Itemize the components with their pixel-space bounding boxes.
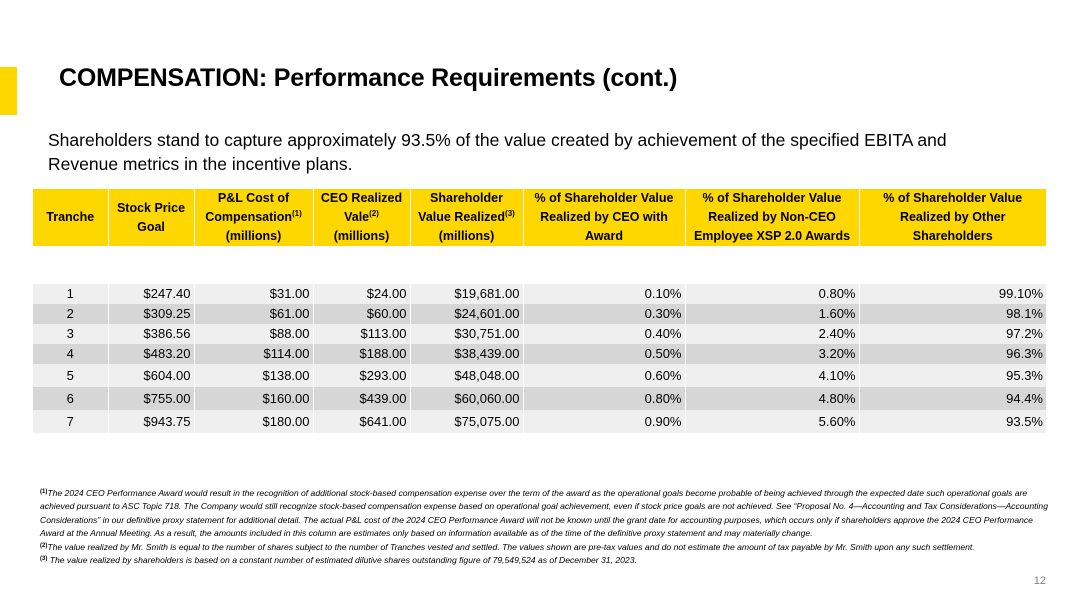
table-cell: $24,601.00 <box>410 304 523 324</box>
footnote-marker: (2) <box>40 542 48 549</box>
column-header-unit: (millions) <box>225 229 282 243</box>
title-accent-bar <box>0 67 17 115</box>
table-cell: $604.00 <box>108 364 194 387</box>
table-cell: 97.2% <box>859 324 1046 344</box>
table-spacer-row <box>33 246 1046 284</box>
table-cell: $439.00 <box>313 387 410 410</box>
column-header-label: % of Shareholder Value Realized by Non-CEO Employee XSP 2.0 Awards <box>693 191 851 243</box>
column-header-label: % of Shareholder Value Realized by CEO with Award <box>534 191 674 243</box>
table-cell: $641.00 <box>313 410 410 433</box>
table-cell: $60.00 <box>313 304 410 324</box>
table-cell: $48,048.00 <box>410 364 523 387</box>
table-cell: 5.60% <box>685 410 859 433</box>
table-cell: $160.00 <box>194 387 313 410</box>
footnote-marker: (1) <box>40 489 48 495</box>
table-cell: 98.1% <box>859 304 1046 324</box>
table-row <box>33 387 1046 410</box>
table-cell: $75,075.00 <box>410 410 523 433</box>
slide-subtitle: Shareholders stand to capture approximately 93.5% of the value created by achievement of the specified EBITA and Revenue metrics in the incentive plans. <box>48 130 947 174</box>
column-header <box>33 189 108 246</box>
table-row <box>33 344 1046 364</box>
table-cell: $247.40 <box>108 284 194 304</box>
column-header-label: Stock Price Goal <box>116 200 186 234</box>
table-cell: 5 <box>33 364 108 387</box>
table-cell: $293.00 <box>313 364 410 387</box>
page-number: 12 <box>1033 575 1046 587</box>
table-cell: 96.3% <box>859 344 1046 364</box>
footnote-ref: (3) <box>505 208 515 218</box>
footnotes <box>40 487 1050 567</box>
table-cell: 4.80% <box>685 387 859 410</box>
table-cell: 95.3% <box>859 364 1046 387</box>
column-header-label: % of Shareholder Value Realized by Other Shareholders <box>883 191 1023 243</box>
footnote-text: The value realized by Mr. Smith is equal to the number of shares subject to the number of Tranches vested and settled. The values shown are pre-tax values and do not estimate the amount of tax payable by Mr. Smith upon any such settlement. <box>47 541 975 552</box>
footnote-text: The value realized by shareholders is based on a constant number of estimated dilutive shares outstanding figure of 79,549,524 as of December 31, 2023. <box>47 555 637 566</box>
table-cell: $38,439.00 <box>410 344 523 364</box>
table-cell: $60,060.00 <box>410 387 523 410</box>
column-header <box>194 189 313 246</box>
table-cell: $61.00 <box>194 304 313 324</box>
column-header <box>313 189 410 246</box>
table-cell: $19,681.00 <box>410 284 523 304</box>
column-header <box>523 189 685 246</box>
table-cell: 1.60% <box>685 304 859 324</box>
footnote-text: The 2024 CEO Performance Award would result in the recognition of additional stock-based compensation expense over the term of the award as the operational goals become probable of being achieved through the expected date such operational goals are achieved pursuant to ASC Topic 718. The Company would still recognize stock-based compensation expense based on operational goal achievement, even if stock price goals are not achieved. See “Proposal No. 4—Accounting and Tax Considerations—Accounting Considerations” in our definitive proxy statement for additional detail. The actual P&L cost of the 2024 CEO Performance Award will not be known until the grant date for accounting purposes, which occurs only if shareholders approve the 2024 CEO Performance Award at the Annual Meeting. As a result, the amounts included in this column are estimates only based on information available as of the time of the definitive proxy statement and may materially change. <box>40 488 1048 539</box>
table-cell: $114.00 <box>194 344 313 364</box>
table-cell: 0.60% <box>523 364 685 387</box>
table-cell: 4 <box>33 344 108 364</box>
column-header-unit: (millions) <box>333 229 390 243</box>
table-cell: $138.00 <box>194 364 313 387</box>
table-cell: $30,751.00 <box>410 324 523 344</box>
table-cell: 93.5% <box>859 410 1046 433</box>
column-header <box>108 189 194 246</box>
table-cell: 0.50% <box>523 344 685 364</box>
compensation-table <box>33 189 1046 433</box>
table-cell: $483.20 <box>108 344 194 364</box>
table-cell: $31.00 <box>194 284 313 304</box>
table-row <box>33 304 1046 324</box>
table-cell: 0.80% <box>523 387 685 410</box>
table-cell: 0.90% <box>523 410 685 433</box>
table-cell: 0.80% <box>685 284 859 304</box>
footnote <box>40 487 1050 541</box>
table-cell: 4.10% <box>685 364 859 387</box>
table-row <box>33 284 1046 304</box>
column-header <box>410 189 523 246</box>
column-header-label: CEO Realized Vale <box>320 191 403 224</box>
table-cell: 0.30% <box>523 304 685 324</box>
table-row <box>33 410 1046 433</box>
column-header-unit: (millions) <box>438 229 495 243</box>
table-header-row <box>33 189 1046 246</box>
column-header <box>685 189 859 246</box>
table-row <box>33 364 1046 387</box>
table-cell: $113.00 <box>313 324 410 344</box>
column-header-label: Shareholder Value Realized <box>418 191 506 224</box>
table-cell: 0.10% <box>523 284 685 304</box>
table-cell: 94.4% <box>859 387 1046 410</box>
slide-title: COMPENSATION: Performance Requirements (cont.) <box>59 64 678 92</box>
column-header-label: P&L Cost of Compensation <box>205 191 293 224</box>
table-cell: $943.75 <box>108 410 194 433</box>
table-cell: $188.00 <box>313 344 410 364</box>
table-cell: 99.10% <box>859 284 1046 304</box>
column-header-label: Tranche <box>46 210 95 224</box>
footnote <box>40 541 1050 554</box>
table-cell: $180.00 <box>194 410 313 433</box>
table-cell: 2.40% <box>685 324 859 344</box>
table-body <box>33 246 1046 433</box>
footnote <box>40 554 1050 567</box>
table-row <box>33 324 1046 344</box>
table-cell: 2 <box>33 304 108 324</box>
table-cell: $309.25 <box>108 304 194 324</box>
table-cell: $386.56 <box>108 324 194 344</box>
column-header <box>859 189 1046 246</box>
footnote-ref: (2) <box>369 208 379 218</box>
table-cell: 3.20% <box>685 344 859 364</box>
footnote-ref: (1) <box>292 208 302 218</box>
footnote-marker: (3) <box>40 556 48 563</box>
table-cell: 0.40% <box>523 324 685 344</box>
table-cell: 1 <box>33 284 108 304</box>
table-cell: 7 <box>33 410 108 433</box>
table-cell: $755.00 <box>108 387 194 410</box>
table-cell: $88.00 <box>194 324 313 344</box>
table-cell: 6 <box>33 387 108 410</box>
table-cell: $24.00 <box>313 284 410 304</box>
table-cell: 3 <box>33 324 108 344</box>
